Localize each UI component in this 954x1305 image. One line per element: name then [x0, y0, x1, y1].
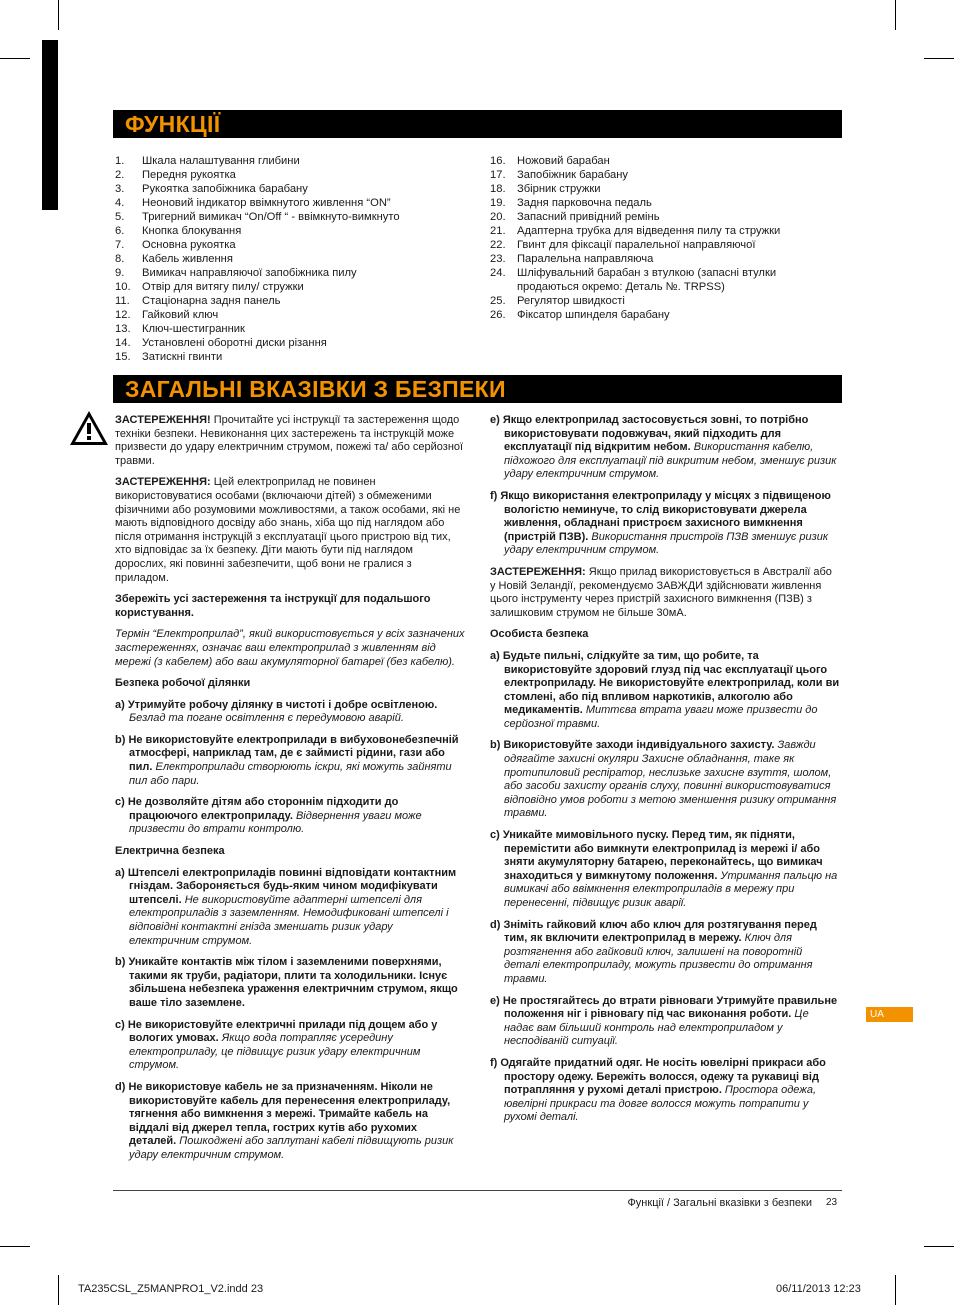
- list-item: [115, 294, 475, 308]
- list-item-text: Адаптерна трубка для відведення пилу та стружки: [517, 225, 781, 237]
- list-item: [490, 182, 820, 196]
- list-item: [115, 196, 475, 210]
- list-item: [115, 308, 475, 322]
- list-item: [490, 154, 820, 168]
- safety-left-column: [115, 414, 465, 1171]
- list-item-number: 10.: [115, 281, 131, 293]
- list-item: [115, 336, 475, 350]
- functions-list-left: [115, 154, 475, 364]
- work-item-c: c) Не дозволяйте дітям або стороннім підходити до працюючого електроприладу. Відвернення уваги може призвести до втрати контролю.: [115, 796, 422, 836]
- list-item-number: 8.: [115, 253, 125, 265]
- list-item-text: Отвір для витягу пилу/ стружки: [142, 281, 304, 293]
- list-item-number: 5.: [115, 211, 125, 223]
- list-item: [115, 224, 475, 238]
- elec-item-b: b) Уникайте контактів між тілом і заземленими поверхнями, такими як труби, радіатори, плити та холодильники. Існує збільшена небезпека ураження електричним струмом, якщо ваше тіло заземлене.: [115, 956, 458, 1009]
- list-item: [115, 210, 475, 224]
- list-item: [490, 196, 820, 210]
- list-item: [490, 266, 820, 294]
- footer-rule: [113, 1190, 842, 1191]
- list-item: [115, 168, 475, 182]
- list-item-number: 25.: [490, 295, 506, 307]
- crop-mark: [924, 1246, 954, 1247]
- list-item-text: Шліфувальний барабан з втулкою (запасні втулки продаються окремо: Деталь №. TRPSS): [517, 267, 777, 293]
- list-item: [115, 182, 475, 196]
- warning-2: ЗАСТЕРЕЖЕННЯ: Цей електроприлад не повинен використовуватися особами (включаючи дітей) з обмеженими фізичними або розумовими можливостями, а також особами, які не мають відповідного досвіду або знань, хіба що під наглядом або після отримання інструкцій з експлуатації цього пристрою від тих, хто відповідає за їх безпеку. Діти мають бути під наглядом дорослих, які повинні забезпечити, щоб вони не гралися з приладом.: [115, 476, 461, 584]
- list-item-text: Задня парковочна педаль: [517, 197, 652, 209]
- personal-heading: Особиста безпека: [490, 628, 589, 641]
- safety-right-column: [490, 414, 840, 1133]
- list-item-number: 14.: [115, 337, 131, 349]
- pers-item-d: d) Зніміть гайковий ключ або ключ для розтягування перед тим, як включити електроприлад в мережу. Ключ для розтягнення або гайковий ключ, залишені на поворотній деталі електроприладу, можуть призвести до отримання травми.: [490, 918, 817, 985]
- list-item-text: Кнопка блокування: [142, 225, 242, 237]
- pers-item-b: b) Використовуйте заходи індивідуального захисту. Завжди одягайте захисні окуляри Захисне обладнання, таке як протипиловий респіратор, неслизьке захисне взуття, шолом, або засоби захисту органів слуху, повинні використовуватися відповідно умов роботи з метою зменшення ризику отримання травми.: [490, 739, 837, 820]
- list-item-number: 9.: [115, 267, 125, 279]
- list-item-number: 20.: [490, 211, 506, 223]
- list-item: [115, 154, 475, 168]
- list-item-number: 4.: [115, 197, 125, 209]
- list-item: [490, 224, 820, 238]
- list-item-text: Тригерний вимикач “On/Off “ - ввімкнуто-вимкнуто: [142, 211, 400, 223]
- list-item-text: Ножовий барабан: [517, 155, 610, 167]
- elec-item-c: c) Не використовуйте електричні прилади під дощем або у вологих умовах. Якщо вода потрапляє усередину електроприладу, це підвищує ризик удару електричним струмом.: [115, 1018, 438, 1072]
- elec-item-a: a) Штепселі електроприладів повинні відповідати контактним гніздам. Забороняється будь-яким чином модифікувати штепселі. Не використовуйте адаптерні штепселі для електроприладів з заземленням. Немодификовані штепселі і відповідні контактні гнізда зменшать ризик удару електричним струмом.: [115, 866, 457, 947]
- elec-item-f: f) Якщо використання електроприладу у місцях з підвищеною вологістю неминуче, то слід використовувати джерела живлення, обладнані пристроєм захисного вимкнення (пристрій ПЗВ). Використання пристроїв ПЗВ зменшує ризик удару електричним струмом.: [490, 489, 831, 557]
- list-item-text: Установлені оборотні диски різання: [142, 337, 327, 349]
- pers-item-c: c) Уникайте мимовільного пуску. Перед тим, як підняти, перемістити або вимкнути електроприлад із мережі і/ або зняти акумуляторну батарею, переконайтесь, що вимикач знаходиться у вимкнутому положення. Утримання пальцю на вимикачі або ввімкнення електроприладів в мережу при перенесенні, підвищує ризик аварії.: [490, 829, 838, 909]
- list-item: [115, 252, 475, 266]
- list-item: [115, 266, 475, 280]
- warning-triangle-icon: [69, 410, 109, 446]
- list-item: [490, 238, 820, 252]
- crop-mark: [924, 58, 954, 59]
- list-item-text: Паралельна направляюча: [517, 253, 654, 265]
- crop-mark: [58, 0, 59, 30]
- list-item-text: Стаціонарна задня панель: [142, 295, 281, 307]
- list-item-number: 24.: [490, 267, 506, 279]
- list-item: [490, 252, 820, 266]
- work-area-heading: Безпека робочої ділянки: [115, 677, 251, 690]
- list-item: [115, 322, 475, 336]
- file-name: TA235CSL_Z5MANPRO1_V2.indd 23: [78, 1283, 264, 1295]
- warning-1: ЗАСТЕРЕЖЕННЯ! Прочитайте усі інструкції та застереження щодо техніки безпеки. Невиконання цих застережень та інструкцій може призвести до удару електричним струмом, пожежі та/ або серйозної травми.: [115, 414, 464, 467]
- list-item-text: Вимикач направляючої запобіжника пилу: [142, 267, 357, 279]
- list-item-number: 17.: [490, 169, 506, 181]
- functions-list-right: [490, 154, 820, 322]
- footer-title: Функції / Загальні вказівки з безпеки: [627, 1197, 812, 1209]
- list-item-text: Затискні гвинти: [142, 351, 223, 363]
- list-item-text: Запобіжник барабану: [517, 169, 629, 181]
- elec-item-d: d) Не використовуе кабель не за призначенням. Ніколи не використовуйте кабель для перенесення електроприладу, тягнення або вимкнення з мережі. Тримайте кабель на віддалі від джерел тепла, гострих кутів або рухомих деталей. Пошкоджені або заплутані кабелі підвищують ризик удару електричним струмом.: [115, 1080, 454, 1161]
- list-item-number: 26.: [490, 309, 506, 321]
- list-item: [490, 294, 820, 308]
- list-item-text: Ключ-шестигранник: [142, 323, 245, 335]
- list-item-text: Шкала налаштування глибини: [142, 155, 300, 167]
- list-item: [115, 350, 475, 364]
- list-item: [115, 280, 475, 294]
- list-item-number: 11.: [115, 295, 130, 307]
- list-item-number: 13.: [115, 323, 131, 335]
- crop-mark: [58, 1275, 59, 1305]
- work-item-a: a) Утримуйте робочу ділянку в чистоті і добре освітленою. Безлад та погане освітлення є передумовою аварій.: [115, 698, 438, 725]
- term-definition: Термін “Електроприлад”, який використовується у всіх зазначених застереженнях, означає ваш електроприлад з живленням від мережі (з кабелем) або ваш акумуляторної батареї (без кабелю).: [115, 628, 465, 668]
- list-item: [115, 238, 475, 252]
- list-item-number: 15.: [115, 351, 131, 363]
- list-item-text: Запасний привідний ремінь: [517, 211, 660, 223]
- work-item-b: b) Не використовуйте електроприлади в вибуховонебезпечній атмосфері, наприклад там, де є займисті рідини, гази або пил. Електроприлади створюють іскри, які можуть зайняти пил або пари.: [115, 733, 459, 787]
- list-item-text: Неоновий індикатор ввімкнутого живлення “ON”: [142, 197, 391, 209]
- list-item-text: Гайковий ключ: [142, 309, 219, 321]
- list-item-number: 3.: [115, 183, 125, 195]
- list-item-number: 18.: [490, 183, 506, 195]
- list-item-text: Передня рукоятка: [142, 169, 236, 181]
- list-item-number: 7.: [115, 239, 125, 251]
- list-item-text: Основна рукоятка: [142, 239, 236, 251]
- elec-item-e: e) Якщо електроприлад застосовується зовні, то потрібно використовувати подовжувач, який підходить для експлуатації під відкритим небом. Використання кабелю, підхожого для експлуатації під викритим небом, зменшує ризик удару електричним струмом.: [490, 414, 837, 481]
- electrical-heading: Електрична безпека: [115, 845, 225, 858]
- list-item-text: Рукоятка запобіжника барабану: [142, 183, 308, 195]
- functions-header: [113, 110, 842, 138]
- list-item-number: 19.: [490, 197, 506, 209]
- pers-item-a: a) Будьте пильні, слідкуйте за тим, що робите, та використовуйте здоровий глузд під час експлуатації цього електроприладу. Не використовуйте електроприлад, коли ви стомлені, або під впливом наркотиків, алкоголю або медикаментів. Миттєва втрата уваги може призвести до серйозної травми.: [490, 649, 840, 730]
- safety-header: [113, 375, 842, 403]
- language-tab: UA: [866, 1007, 913, 1022]
- pers-item-f: f) Одягайте придатний одяг. Не носіть ювелірні прикраси або простору одежу. Бережіть волосся, одежу та рукавиці від потрапляння у рухомі деталі пристрою. Простора одежа, ювелірні прикраси та довге волосся можуть потрапити у рухомі деталі.: [490, 1056, 826, 1124]
- crop-mark: [0, 58, 30, 59]
- crop-mark: [895, 1275, 896, 1305]
- list-item: [490, 308, 820, 322]
- list-item-number: 16.: [490, 155, 506, 167]
- list-item-text: Кабель живлення: [142, 253, 233, 265]
- keep-instructions: Збережіть усі застереження та інструкції для подальшого користування.: [115, 593, 431, 619]
- print-date: 06/11/2013 12:23: [776, 1283, 861, 1295]
- page-number: 23: [826, 1197, 838, 1208]
- list-item-number: 2.: [115, 169, 125, 181]
- side-black-bar: [42, 40, 58, 210]
- list-item-number: 12.: [115, 309, 131, 321]
- crop-mark: [895, 0, 896, 30]
- list-item-number: 1.: [115, 155, 125, 167]
- safety-title: ЗАГАЛЬНІ ВКАЗІВКИ З БЕЗПЕКИ: [125, 376, 506, 402]
- list-item: [490, 210, 820, 224]
- pers-item-e: e) Не простягайтесь до втрати рівноваги Утримуйте правильне положення ніг і рівновагу під час виконання роботи. Це надає вам більший контроль над електроприладом у несподіваній ситуації.: [490, 994, 838, 1048]
- list-item-text: Фіксатор шпинделя барабану: [517, 309, 670, 321]
- list-item-number: 21.: [490, 225, 506, 237]
- warning-3: ЗАСТЕРЕЖЕННЯ: Якщо прилад використовується в Австралії або у Новій Зеландії, рекомендуємо ЗАВЖДИ здійснювати живлення цього інструменту через пристрій захисного вимкнення (ПЗВ) з залишковим струмом не більше 30мА.: [490, 565, 832, 619]
- list-item-text: Збірник стружки: [517, 183, 601, 195]
- list-item-number: 22.: [490, 239, 506, 251]
- list-item: [490, 168, 820, 182]
- list-item-number: 23.: [490, 253, 506, 265]
- list-item-text: Регулятор швидкості: [517, 295, 625, 307]
- list-item-text: Гвинт для фіксації паралельної направляючої: [517, 239, 756, 251]
- crop-mark: [0, 1246, 30, 1247]
- list-item-number: 6.: [115, 225, 125, 237]
- functions-title: ФУНКЦІЇ: [125, 111, 221, 137]
